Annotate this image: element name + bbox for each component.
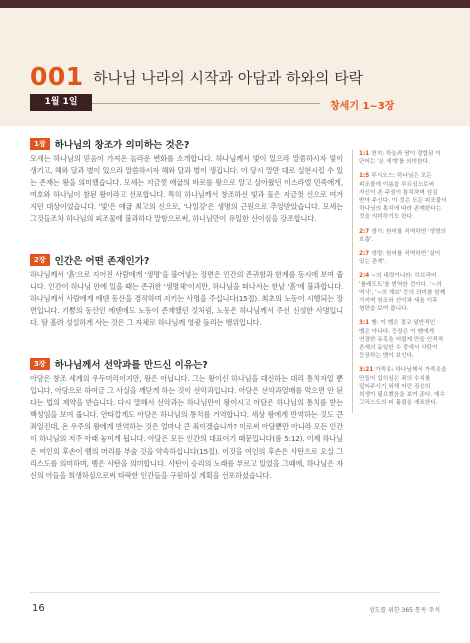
section-heading	[30, 137, 189, 151]
book-title: 성도를 위한 365 통독 주석	[368, 607, 440, 614]
margin-notes	[352, 150, 447, 413]
chapter-tag: 3장	[30, 358, 50, 370]
margin-note: 1:1 천지: 하늘과 땅이 결합된 이 단어는 '온 세계'를 의미한다.	[359, 151, 441, 166]
page-title: 하나님 나라의 시작과 아담과 하와의 타락	[93, 69, 364, 87]
header-divider	[92, 103, 320, 104]
page-number: 16	[32, 603, 45, 614]
chapter-tag: 1장	[30, 138, 50, 150]
section-heading	[30, 253, 149, 267]
margin-note: 3:21 가죽옷: 하나님께서 가죽옷을 만들어 입히심은 죄의 수치를 덮어주시기 위해 어린 짐승의 희생이 필요했음을 보여 준다. 예수 그리스도의 피 흘림을 예표한다.	[359, 367, 447, 407]
section-question: 하나님께서 선악과를 만드신 이유는?	[54, 360, 208, 371]
date-badge: 1월 1일	[30, 94, 92, 111]
margin-note: 3:1 뱀: 이 뱀은 결코 일반적인 뱀은 아니다. 등장은 이 뱀에게 연결한 유혹을 어렵게 만들 인격적 존재의 동일한 수 중에서 사탄이 등장하는 뱀이 보인다.	[359, 320, 444, 360]
section-question: 하나님의 창조가 의미하는 것은?	[54, 140, 190, 151]
section-heading	[30, 357, 208, 371]
section-body: 아담은 창조 세계의 우두머리이지만, 왕은 아닙니다. 그는 왕이신 하나님을 대신하는 대리 통치자일 뿐입니다. 아담으로 하여금 그 사실을 깨닫게 하는 것이 선악과입니다. 아담은 선악과열매를 먹으면 안 된다는 법의 제약을 받습니다. 다시 말해서 선악과는 하나님만이 왕이시고 아담은 하나님의 통치를 받는 백성임을 보여 줍니다. 안타깝게도 아담은 하나님의 통치를 거역합니다. 세상 왕에게 반역하는 것도 큰 죄일진대, 온 우주의 왕에게 반역하는 것은 얼마나 큰 죄이겠습니까? 이로써 아담뿐만 아니라 모든 인간이 하나님의 저주 아래 놓이게 됩니다. 아담은 모든 인간의 대표이기 때문입니다(롬 5:12). 이제 하나님은 여인의 후손이 뱀의 머리를 부술 것을 약속하십니다(15절). 이것을 여인의 후손은 사탄으로 오실 그리스도를 의미하며, 뱀은 사탄을 의미합니다. 사탄이 승리의 노래를 부르고 있었을 그때에, 하나님은 자신의 아들을 희생하심으로써 타락한 인간들을 구원하실 계획을 선포하셨습니다.	[30, 374, 343, 480]
section-question: 인간은 어떤 존재인가?	[54, 256, 150, 267]
top-accent-bar	[0, 0, 470, 8]
section-body: 하나님께서 '흙'으로 지어진 사람에게 '생명'을 불어넣는 장면은 인간의 존귀함과 한계를 동시에 보여 줍니다. 인간이 하나님 안에 있을 때는 존귀한 '생명체'이지만, 하나님을 떠나서는 한낱 '흙'에 불과합니다. 하나님께서 사람에게 에덴 동산을 경작하며 지키는 사명을 주십니다(15절). 최초의 노동이 시행되는 장면입니다. 기쁨의 동산인 에덴에도 노동이 존재했던 것처럼, 노동은 하나님께서 주신 신성한 사명입니다. 땀 흘려 성실하게 사는 것은 그 자체로 하나님께 영광 돌리는 행위입니다.	[30, 270, 343, 328]
margin-note: 2:7 생기: 원어를 직역하면 '생명의 호흡'.	[359, 228, 447, 243]
margin-note: 2:4 ~의 내력이니라: 히브리어 '톨레도트'를 번역한 것이다. '~의 역사', '~의 계보' 등의 의미를 함께 가지며 창조와 선악과 세움 이후 형편을 보여 줍니다.	[359, 273, 446, 313]
chapter-tag: 2장	[30, 254, 50, 266]
footer-divider	[30, 592, 440, 593]
section-body: 모세는 하나님의 믿음이 가져온 놀라운 변화를 소개합니다. 하나님께서 빛이 있으라 말씀하시자 빛이 생기고, 해와 달과 별이 있으라 말씀하시자 해와 달과 별이 생깁니다. 이 당시 말만 대로 실현시킬 수 있는 존재는 왕을 의미했습니다. 모세는 지금껏 애굽의 바로를 왕으로 알고 살아왔던 이스라엘 민족에게, 여호와 하나님이 참된 왕이라고 선포합니다. 특히 하나님께서 창조하신 빛과 물은 지금껏 신으로 여겨지던 대상이었습니다. '빛'은 애굽 최고의 신으로, '나일강'은 생명의 근원으로 추앙받았습니다. 모세는 그것들조차 하나님의 피조물에 불과하다 말함으로써, 하나님만이 유일한 신이심을 강조합니다.	[30, 154, 343, 224]
reading-number: 001	[30, 62, 84, 91]
scripture-reference: 창세기 1~3장	[330, 101, 395, 112]
margin-note: 2:7 생령: 원어를 직역하면 '살아 있는 존재'.	[359, 251, 441, 266]
margin-note: 1:5 루시오스: 하나님은 모든 피조물에 이름을 부르심으로써 자신이 존 주권이 통치하며 섬김 받아 주신다. 이 것은 모든 피조물이 하나님의 통치에 따라 존재한다는 것을 의미하기도 한다.	[359, 173, 447, 221]
